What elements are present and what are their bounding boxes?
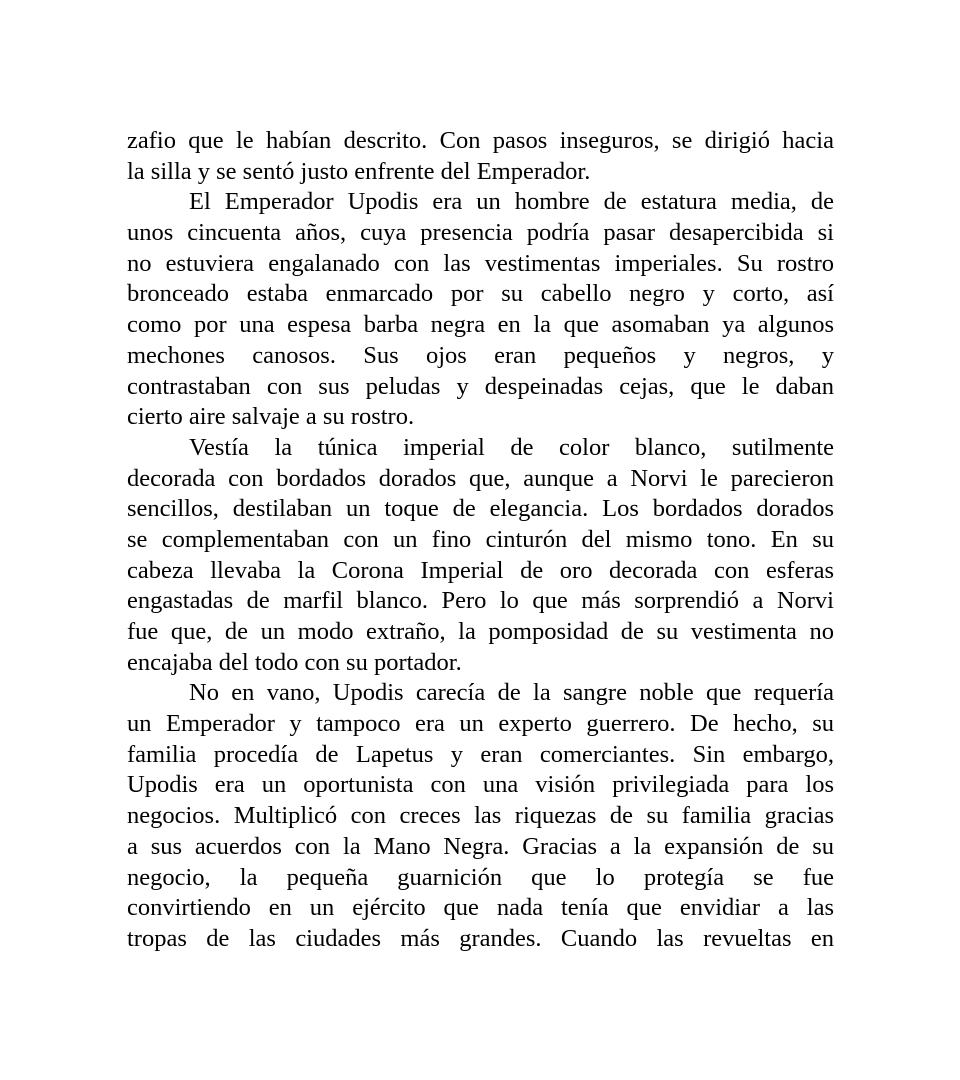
text-line: mechones canosos. Sus ojos eran pequeños y negros, y <box>127 341 834 369</box>
text-line: tropas de las ciudades más grandes. Cuando las revueltas en <box>127 924 834 952</box>
text-line: contrastaban con sus peludas y despeinadas cejas, que le daban <box>127 372 834 400</box>
body-text <box>127 126 834 955</box>
text-line: a sus acuerdos con la Mano Negra. Gracias a la expansión de su <box>127 832 834 860</box>
text-line: cabeza llevaba la Corona Imperial de oro decorada con esferas <box>127 556 834 584</box>
paragraph-first-line: Vestía la túnica imperial de color blanco, sutilmente <box>189 433 834 461</box>
text-line: encajaba del todo con su portador. <box>127 648 462 676</box>
paragraph-first-line: No en vano, Upodis carecía de la sangre noble que requería <box>189 679 834 707</box>
text-line: como por una espesa barba negra en la que asomaban ya algunos <box>127 311 834 339</box>
text-line: sencillos, destilaban un toque de elegancia. Los bordados dorados <box>127 495 834 523</box>
text-line: cierto aire salvaje a su rostro. <box>127 403 415 431</box>
text-line: fue que, de un modo extraño, la pomposidad de su vestimenta no <box>127 618 834 645</box>
text-line: bronceado estaba enmarcado por su cabello negro y corto, así <box>127 280 834 308</box>
text-line: convirtiendo en un ejército que nada tenía que envidiar a las <box>127 894 834 922</box>
text-line: se complementaban con un fino cinturón del mismo tono. En su <box>127 525 834 553</box>
text-line: Upodis era un oportunista con una visión privilegiada para los <box>127 771 834 799</box>
text-line: negocio, la pequeña guarnición que lo protegía se fue <box>127 863 834 891</box>
paragraph-first-line: El Emperador Upodis era un hombre de estatura media, de <box>189 188 834 216</box>
text-line: negocios. Multiplicó con creces las riquezas de su familia gracias <box>127 802 834 830</box>
text-line: familia procedía de Lapetus y eran comerciantes. Sin embargo, <box>127 740 834 768</box>
text-line: engastadas de marfil blanco. Pero lo que más sorprendió a Norvi <box>127 587 834 615</box>
text-line: no estuviera engalanado con las vestimentas imperiales. Su rostro <box>127 249 834 277</box>
text-line: la silla y se sentó justo enfrente del Emperador. <box>127 157 591 185</box>
text-line: unos cincuenta años, cuya presencia podría pasar desapercibida si <box>127 219 834 247</box>
text-line: decorada con bordados dorados que, aunque a Norvi le parecieron <box>127 464 834 492</box>
text-line: zafio que le habían descrito. Con pasos inseguros, se dirigió hacia <box>127 127 834 154</box>
text-line: un Emperador y tampoco era un experto guerrero. De hecho, su <box>127 710 834 738</box>
